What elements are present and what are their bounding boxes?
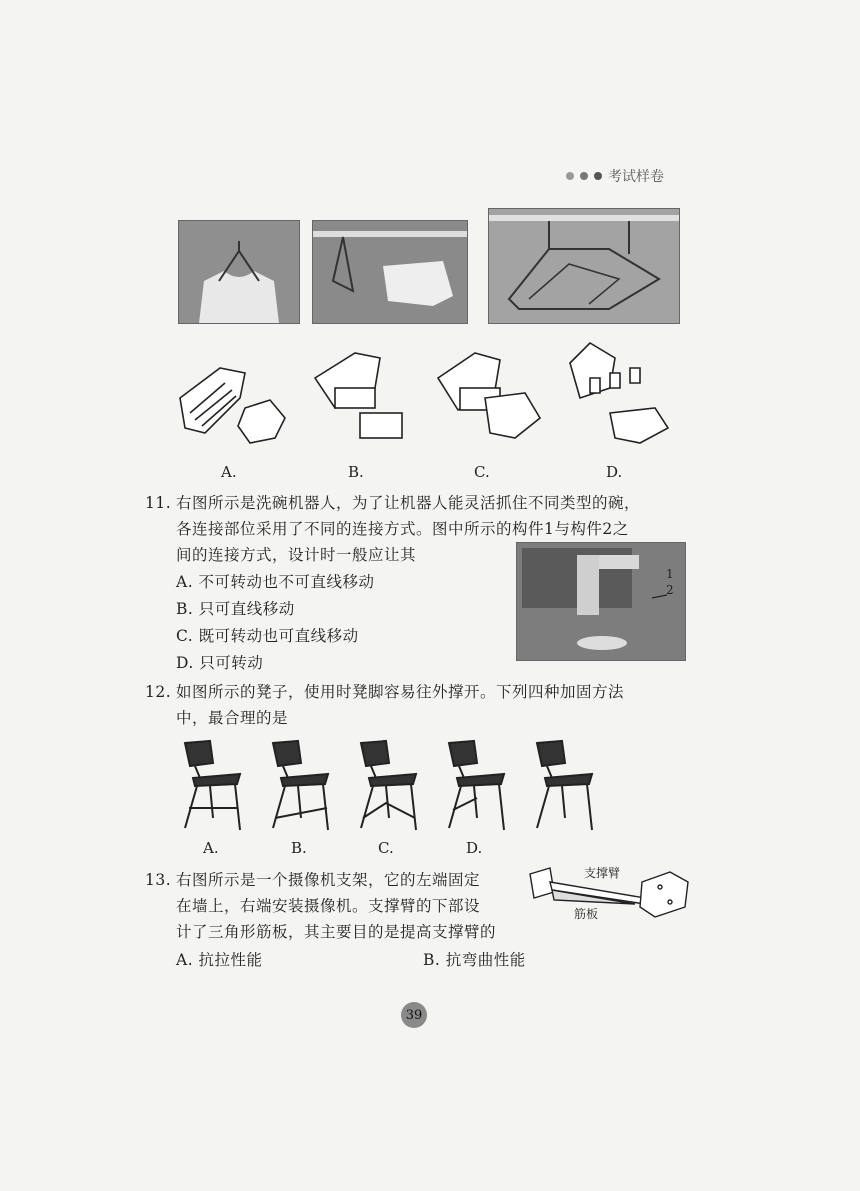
q13-label-rib: 筋板 <box>574 907 599 921</box>
q11-option-c: C. 既可转动也可直线移动 <box>176 627 359 645</box>
hanger-option-a: A. <box>221 463 237 481</box>
photo-hanger-shirt <box>178 220 300 324</box>
rack-illustration <box>489 209 679 323</box>
robot-illustration <box>517 543 685 660</box>
page-header <box>566 166 664 186</box>
stool-e <box>537 741 592 830</box>
q11-number: 11. <box>145 494 172 512</box>
cloth-illustration <box>313 221 467 323</box>
photo-hanger-cloth <box>312 220 468 324</box>
hanger-option-c: C. <box>474 463 490 481</box>
q12-line2: 中，最合理的是 <box>176 709 289 727</box>
q12-option-c: C. <box>378 839 394 857</box>
q11-line1: 右图所示是洗碗机器人，为了让机器人能灵活抓住不同类型的碗， <box>176 494 641 512</box>
q12-option-d: D. <box>466 839 483 857</box>
q11-line2: 各连接部位采用了不同的连接方式。图中所示的构件1与构件2之 <box>176 520 629 538</box>
q13-line3: 计了三角形筋板，其主要目的是提高支撑臂的 <box>176 923 497 941</box>
q11-option-d: D. 只可转动 <box>176 654 264 672</box>
dot-icon <box>580 172 588 180</box>
shirt-illustration <box>179 221 299 323</box>
dot-icon <box>594 172 602 180</box>
stool-d <box>449 741 504 830</box>
stool-b <box>273 741 328 830</box>
q13-option-b: B. 抗弯曲性能 <box>423 951 526 969</box>
q11-label-2: 2 <box>666 583 674 597</box>
photo-hanger-rack <box>488 208 680 324</box>
stool-a <box>185 741 240 830</box>
hanger-option-d: D. <box>606 463 623 481</box>
q11-option-b: B. 只可直线移动 <box>176 600 295 618</box>
header-title: 考试样卷 <box>608 169 664 185</box>
q11-label-1: 1 <box>666 567 674 581</box>
stool-options <box>175 738 615 838</box>
q13-option-a: A. 抗拉性能 <box>176 951 263 969</box>
q11-option-a: A. 不可转动也不可直线移动 <box>176 573 375 591</box>
q13-line2: 在墙上，右端安装摄像机。支撑臂的下部设 <box>176 897 481 915</box>
hanger-option-b: B. <box>348 463 364 481</box>
page-number: 39 <box>401 1002 427 1028</box>
q13-number: 13. <box>145 871 172 889</box>
photo-dishwasher-robot <box>516 542 686 661</box>
connector-sketches <box>170 338 670 443</box>
stool-c <box>361 741 416 830</box>
q12-option-b: B. <box>291 839 307 857</box>
dot-icon <box>566 172 574 180</box>
q12-number: 12. <box>145 683 172 701</box>
q12-line1: 如图所示的凳子，使用时凳脚容易往外撑开。下列四种加固方法 <box>176 683 625 701</box>
q11-line3: 间的连接方式，设计时一般应让其 <box>176 546 417 564</box>
q12-option-a: A. <box>203 839 219 857</box>
q13-label-arm: 支撑臂 <box>584 866 621 880</box>
q13-line1: 右图所示是一个摄像机支架，它的左端固定 <box>176 871 481 889</box>
